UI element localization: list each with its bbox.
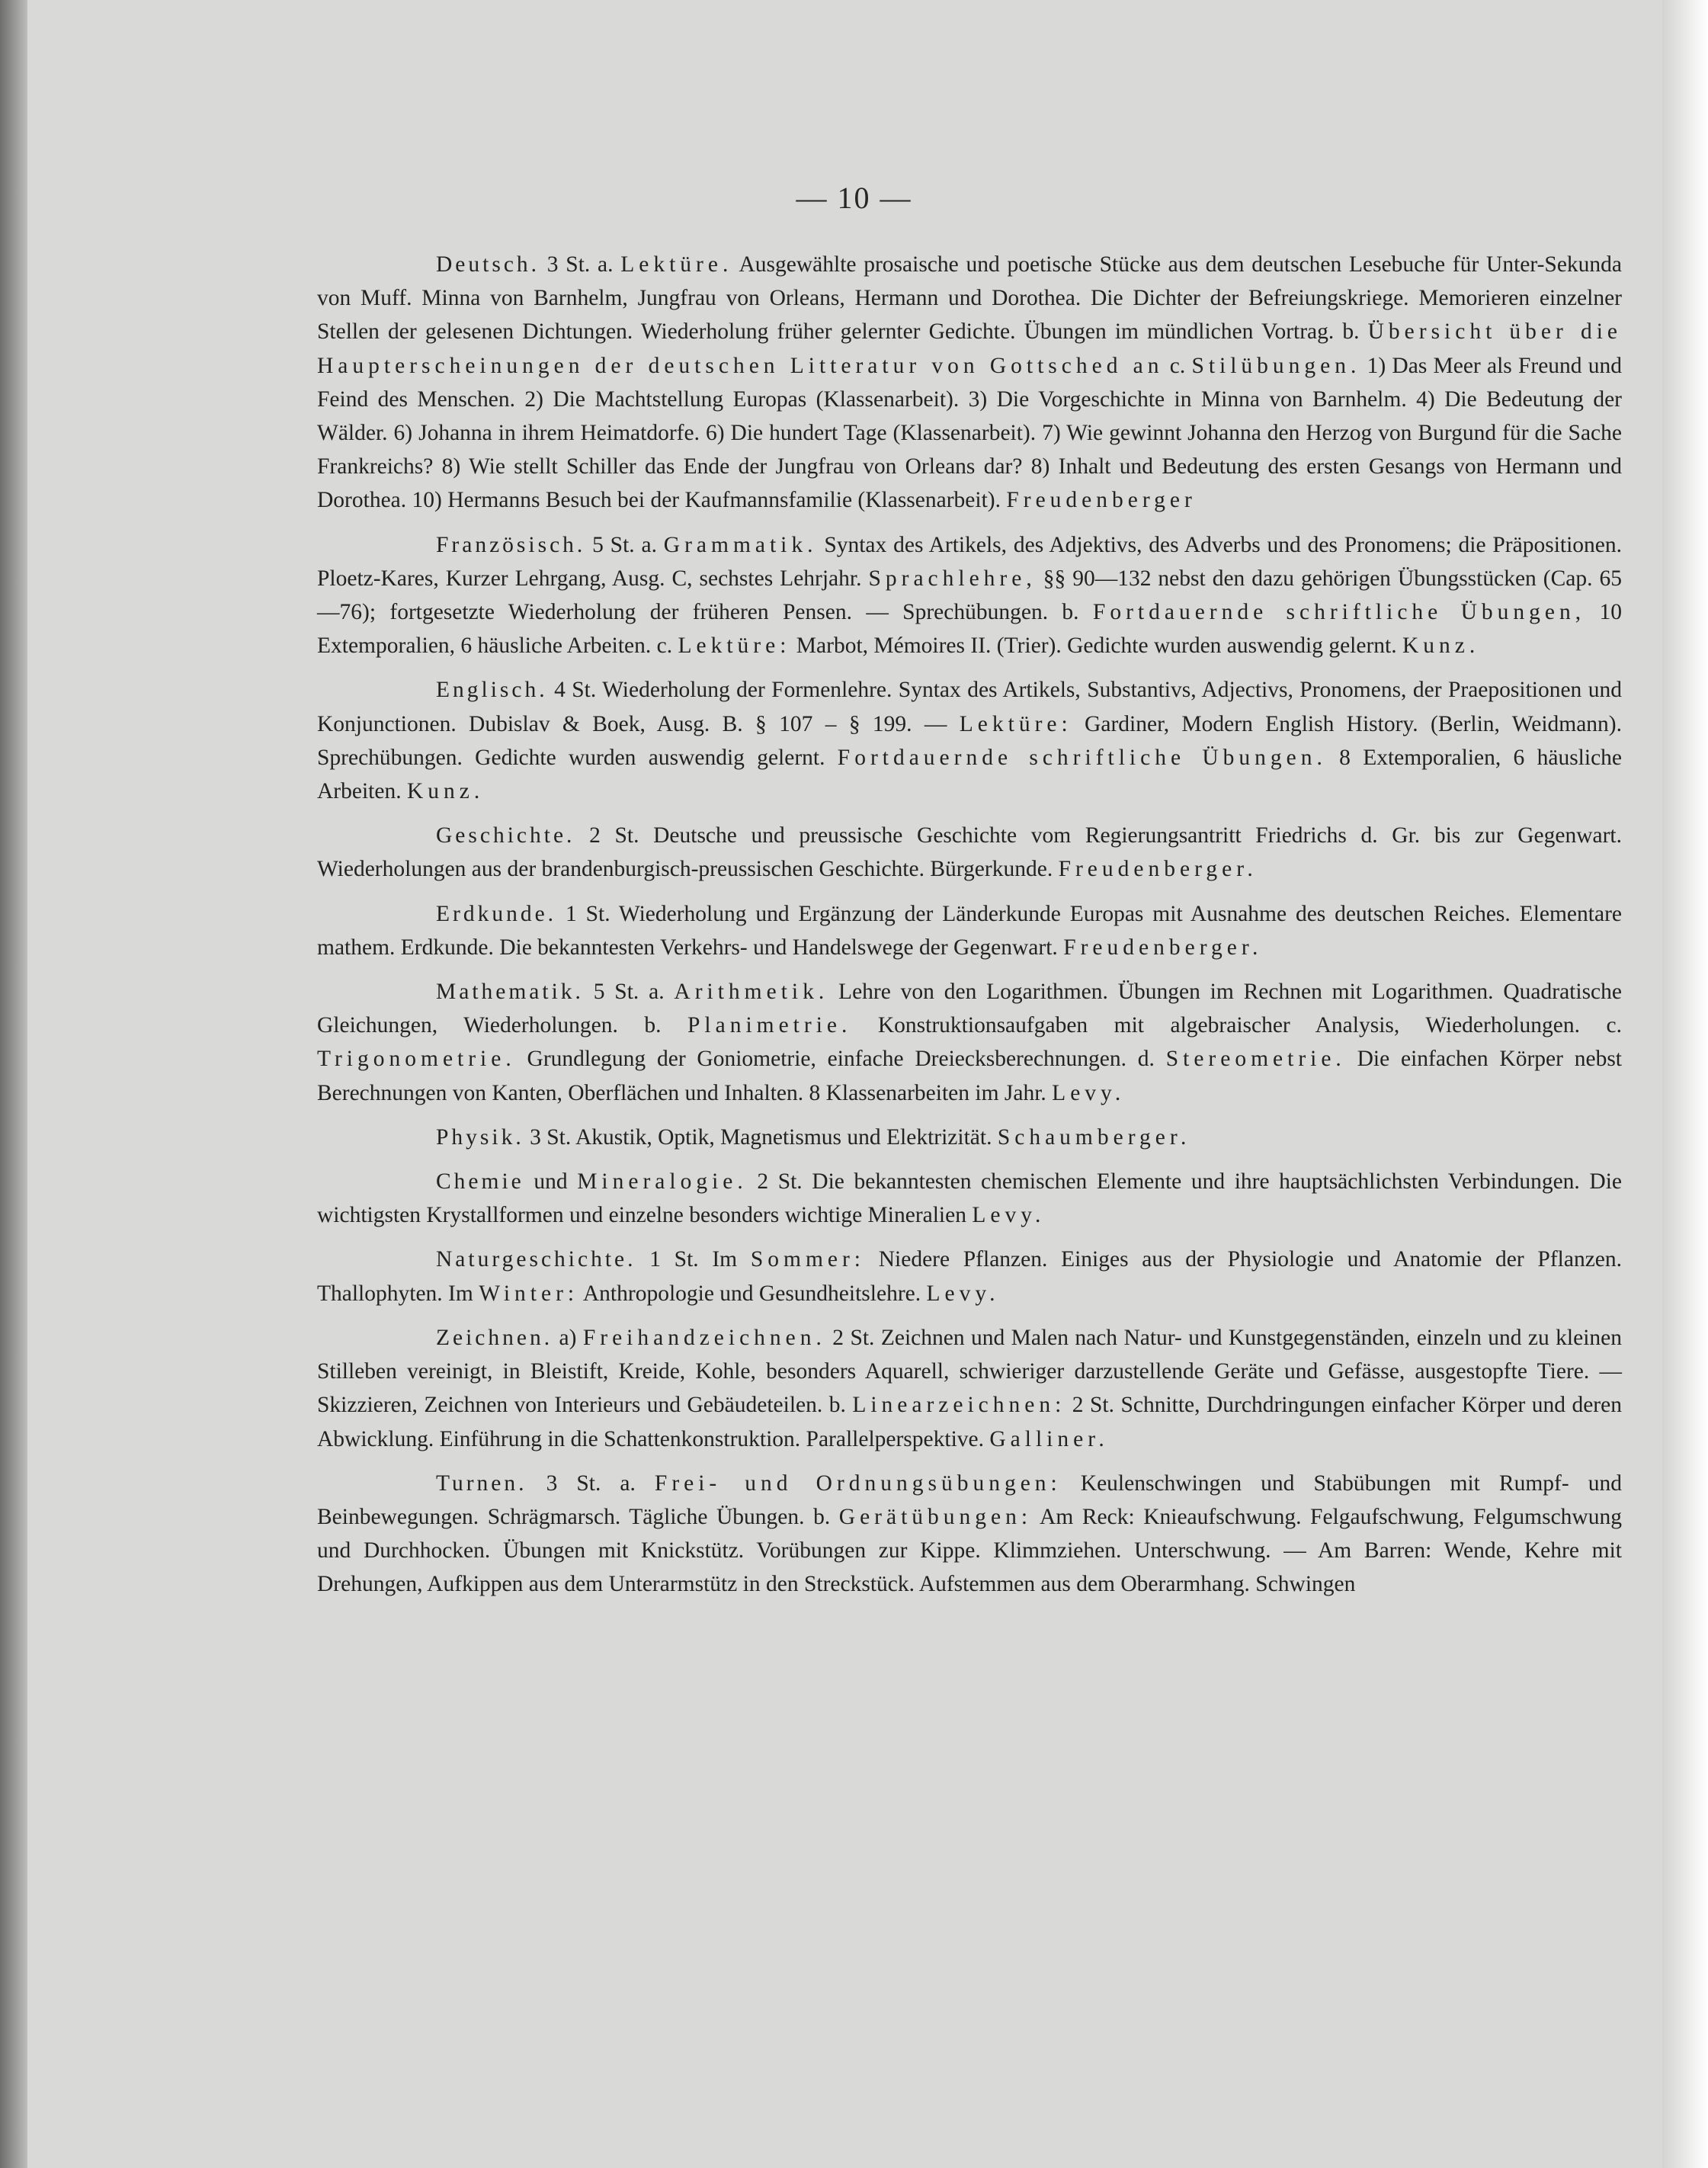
paragraph-englisch	[317, 673, 1622, 808]
subject-heading: Turnen.	[436, 1470, 527, 1496]
subject-heading: Geschichte.	[436, 823, 575, 848]
spaced-term: Fortdauernde schriftliche Übungen.	[837, 745, 1327, 770]
subject-heading: Zeichnen.	[436, 1325, 553, 1350]
text-run: 1 St. Wiederholung und Ergänzung der Länderkunde Europas mit Ausnahme des deutschen Reiches. Elementare mathem. Erdkunde. Die bekanntesten Verkehrs- und Handelswege der Gegenwart.	[317, 901, 1622, 960]
paragraph-franzoesisch	[317, 528, 1622, 663]
spaced-term: Planimetrie.	[687, 1013, 852, 1038]
text-run: 4 St. Wiederholung der Formenlehre. Syntax des Artikels, Substantivs, Adjectivs, Pronomens, der Praepositionen und Konjunctionen. Dubislav & Boek, Ausg. B. § 107 – § 199. —	[317, 678, 1622, 736]
text-run: Syntax des Artikels, des Adjektivs, des Adverbs und des Pronomens; die Präpositionen. Ploetz-Kares, Kurzer Lehrgang, Ausg. C, sechstes Lehrjahr.	[317, 532, 1622, 591]
text-run: Ausgewählte prosaische und poetische Stücke aus dem deutschen Lesebuche für Unter-Sekunda von Muff. Minna von Barnhelm, Jungfrau von Orleans, Hermann und Dorothea. Die Dichter der Befreiungskriege. Memorieren einzelner Stellen der gelesenen Dichtungen. Wiederholung früher gelernter Gedichte. Übungen im mündlichen Vortrag. b.	[317, 252, 1623, 345]
subject-heading: Französisch.	[436, 532, 586, 557]
text-run: c.	[1163, 353, 1192, 378]
teacher-name: Levy.	[1052, 1080, 1126, 1105]
page-number: — 10 —	[796, 181, 912, 215]
spaced-term: Lektüre.	[620, 252, 733, 277]
text-run: Grundlegung der Goniometrie, einfache Dreiecksberechnungen. d.	[515, 1047, 1166, 1072]
paragraph-zeichnen	[317, 1321, 1622, 1456]
spaced-term: Grammatik.	[663, 532, 818, 557]
text-run: 3 St. Akustik, Optik, Magnetismus und Elektrizität.	[524, 1124, 998, 1150]
paragraph-mathematik	[317, 975, 1622, 1110]
text-run: 2 St. Deutsche und preussische Geschichte vom Regierungsantritt Friedrichs d. Gr. bis zur Gegenwart. Wiederholungen aus der brandenburgisch-preussischen Geschichte. Bürgerkunde.	[317, 823, 1622, 882]
spaced-term: Sommer:	[750, 1247, 866, 1272]
teacher-name: Kunz.	[406, 779, 485, 804]
spaced-term: Winter:	[479, 1281, 579, 1306]
subject-heading: Physik.	[436, 1124, 524, 1150]
spaced-term: Stilübungen.	[1191, 353, 1361, 378]
spaced-term: Lektüre:	[959, 711, 1072, 736]
subject-heading: Erdkunde.	[436, 901, 557, 926]
teacher-name: Galliner.	[989, 1426, 1109, 1451]
text-run: Lehre von den Logarithmen. Übungen im Rechnen mit Logarithmen. Quadratische Gleichungen, Wiederholungen. b.	[317, 980, 1622, 1038]
spaced-term: Freihandzeichnen.	[582, 1325, 826, 1350]
teacher-name: Freudenberger.	[1058, 857, 1258, 882]
subject-heading: Deutsch.	[436, 252, 540, 277]
spaced-term: Übersicht über die Haupterscheinungen der deutschen Litteratur von Gottsched an	[317, 319, 1622, 378]
spaced-term: Arithmetik.	[674, 980, 829, 1005]
text-run: 5 St. a.	[585, 532, 664, 557]
paragraph-naturgeschichte	[317, 1243, 1622, 1310]
spaced-term: Trigonometrie.	[317, 1047, 516, 1072]
text-run: Anthropologie und Gesundheitslehre.	[578, 1281, 927, 1306]
text-run: Konstruktionsaufgaben mit algebraischer Analysis, Wiederholungen. c.	[851, 1013, 1622, 1038]
text-run: und	[524, 1169, 578, 1195]
text-run: 8 Extemporalien, 6 häusliche Arbeiten.	[317, 745, 1623, 804]
text-run: 2 St. Zeichnen und Malen nach Natur- und Kunstgegenständen, einzeln und zu kleinen Stilleben vereinigt, in Bleistift, Kreide, Kohle, besonders Aquarell, schwieriger darzustellende Geräte und Gefässe, ausgestopfte Tiere. — Skizzieren, Zeichnen von Interieurs und Gebäudeteilen. b.	[317, 1325, 1622, 1418]
paragraph-chemie	[317, 1165, 1622, 1232]
teacher-name: Schaumberger.	[997, 1124, 1191, 1150]
paragraph-erdkunde	[317, 897, 1622, 964]
spaced-term: Sprachlehre,	[868, 566, 1037, 591]
teacher-name: Levy.	[972, 1203, 1046, 1228]
text-run: Am Reck: Knieaufschwung. Felgaufschwung, Felgumschwung und Durchhocken. Übungen mit Knickstütz. Vorübungen zur Kippe. Klimmziehen. Unterschwung. — Am Barren: Wende, Kehre mit Drehungen, Aufkippen aus dem Unterarmstütz in den Streckstück. Aufstemmen aus dem Oberarmhang. Schwingen	[317, 1504, 1622, 1597]
teacher-name: Kunz.	[1402, 633, 1480, 659]
paragraph-deutsch	[317, 248, 1622, 518]
text-run: Die einfachen Körper nebst Berechnungen von Kanten, Oberflächen und Inhalten. 8 Klassenarbeiten im Jahr.	[317, 1047, 1623, 1105]
text-run: Gardiner, Modern English History. (Berlin, Weidmann). Sprechübungen. Gedichte wurden auswendig gelernt.	[317, 711, 1623, 770]
body-text	[317, 248, 1622, 1612]
subject-heading: Englisch.	[436, 678, 548, 703]
text-run: Marbot, Mémoires II. (Trier). Gedichte wurden auswendig gelernt.	[790, 633, 1402, 659]
text-run: 5 St. a.	[583, 980, 675, 1005]
text-run: Keulenschwingen und Stabübungen mit Rumpf- und Beinbewegungen. Schrägmarsch. Tägliche Übungen. b.	[317, 1470, 1622, 1529]
teacher-name: Freudenberger.	[1063, 935, 1263, 960]
spaced-term: Fortdauernde schriftliche Übungen,	[1092, 600, 1586, 625]
text-run: 10 Extemporalien, 6 häusliche Arbeiten. c.	[317, 600, 1622, 659]
spaced-term: Mineralogie.	[577, 1169, 748, 1195]
paragraph-geschichte	[317, 819, 1622, 886]
spaced-term: Frei- und Ordnungsübungen:	[654, 1470, 1062, 1496]
text-run: 2 St. Schnitte, Durchdringungen einfacher Körper und deren Abwicklung. Einführung in die Schattenkonstruktion. Parallelperspektive.	[317, 1393, 1622, 1451]
text-run: a)	[553, 1325, 583, 1350]
spaced-term: Gerätübungen:	[838, 1504, 1033, 1529]
subject-heading: Mathematik.	[436, 980, 584, 1005]
paragraph-physik	[317, 1121, 1622, 1154]
text-run: 1 St. Im	[636, 1247, 751, 1272]
spaced-term: Lektüre:	[678, 633, 791, 659]
text-run: 3 St. a.	[540, 252, 621, 277]
text-run: 3 St. a.	[527, 1470, 655, 1496]
spaced-term: Linearzeichnen:	[852, 1393, 1066, 1418]
subject-heading: Chemie	[436, 1169, 524, 1195]
text-run: 2 St. Die bekanntesten chemischen Elemente und ihre hauptsächlichsten Verbindungen. Die wichtigsten Krystallformen und einzelne besonders wichtige Mineralien	[317, 1169, 1622, 1228]
text-run: Niedere Pflanzen. Einiges aus der Physiologie und Anatomie der Pflanzen. Thallophyten. Im	[317, 1247, 1623, 1306]
teacher-name: Levy.	[926, 1281, 1000, 1306]
text-run: §§ 90—132 nebst den dazu gehörigen Übungsstücken (Cap. 65—76); fortgesetzte Wiederholung der früheren Pensen. — Sprechübungen. b.	[317, 566, 1622, 625]
text-run: 1) Das Meer als Freund und Feind des Menschen. 2) Die Machtstellung Europas (Klassenarbeit). 3) Die Vorgeschichte in Minna von Barnhelm. 4) Die Bedeutung der Wälder. 6) Johanna in ihrem Heimatdorfe. 6) Die hundert Tage (Klassenarbeit). 7) Wie gewinnt Johanna den Herzog von Burgund für die Sache Frankreichs? 8) Wie stellt Schiller das Ende der Jungfrau von Orleans dar? 8) Inhalt und Bedeutung des ersten Gesangs von Hermann und Dorothea. 10) Hermanns Besuch bei der Kaufmannsfamilie (Klassenarbeit).	[317, 353, 1623, 513]
paragraph-turnen	[317, 1467, 1622, 1602]
spaced-term: Stereometrie.	[1165, 1047, 1346, 1072]
teacher-name: Freudenberger	[1006, 488, 1197, 513]
subject-heading: Naturgeschichte.	[436, 1247, 636, 1272]
